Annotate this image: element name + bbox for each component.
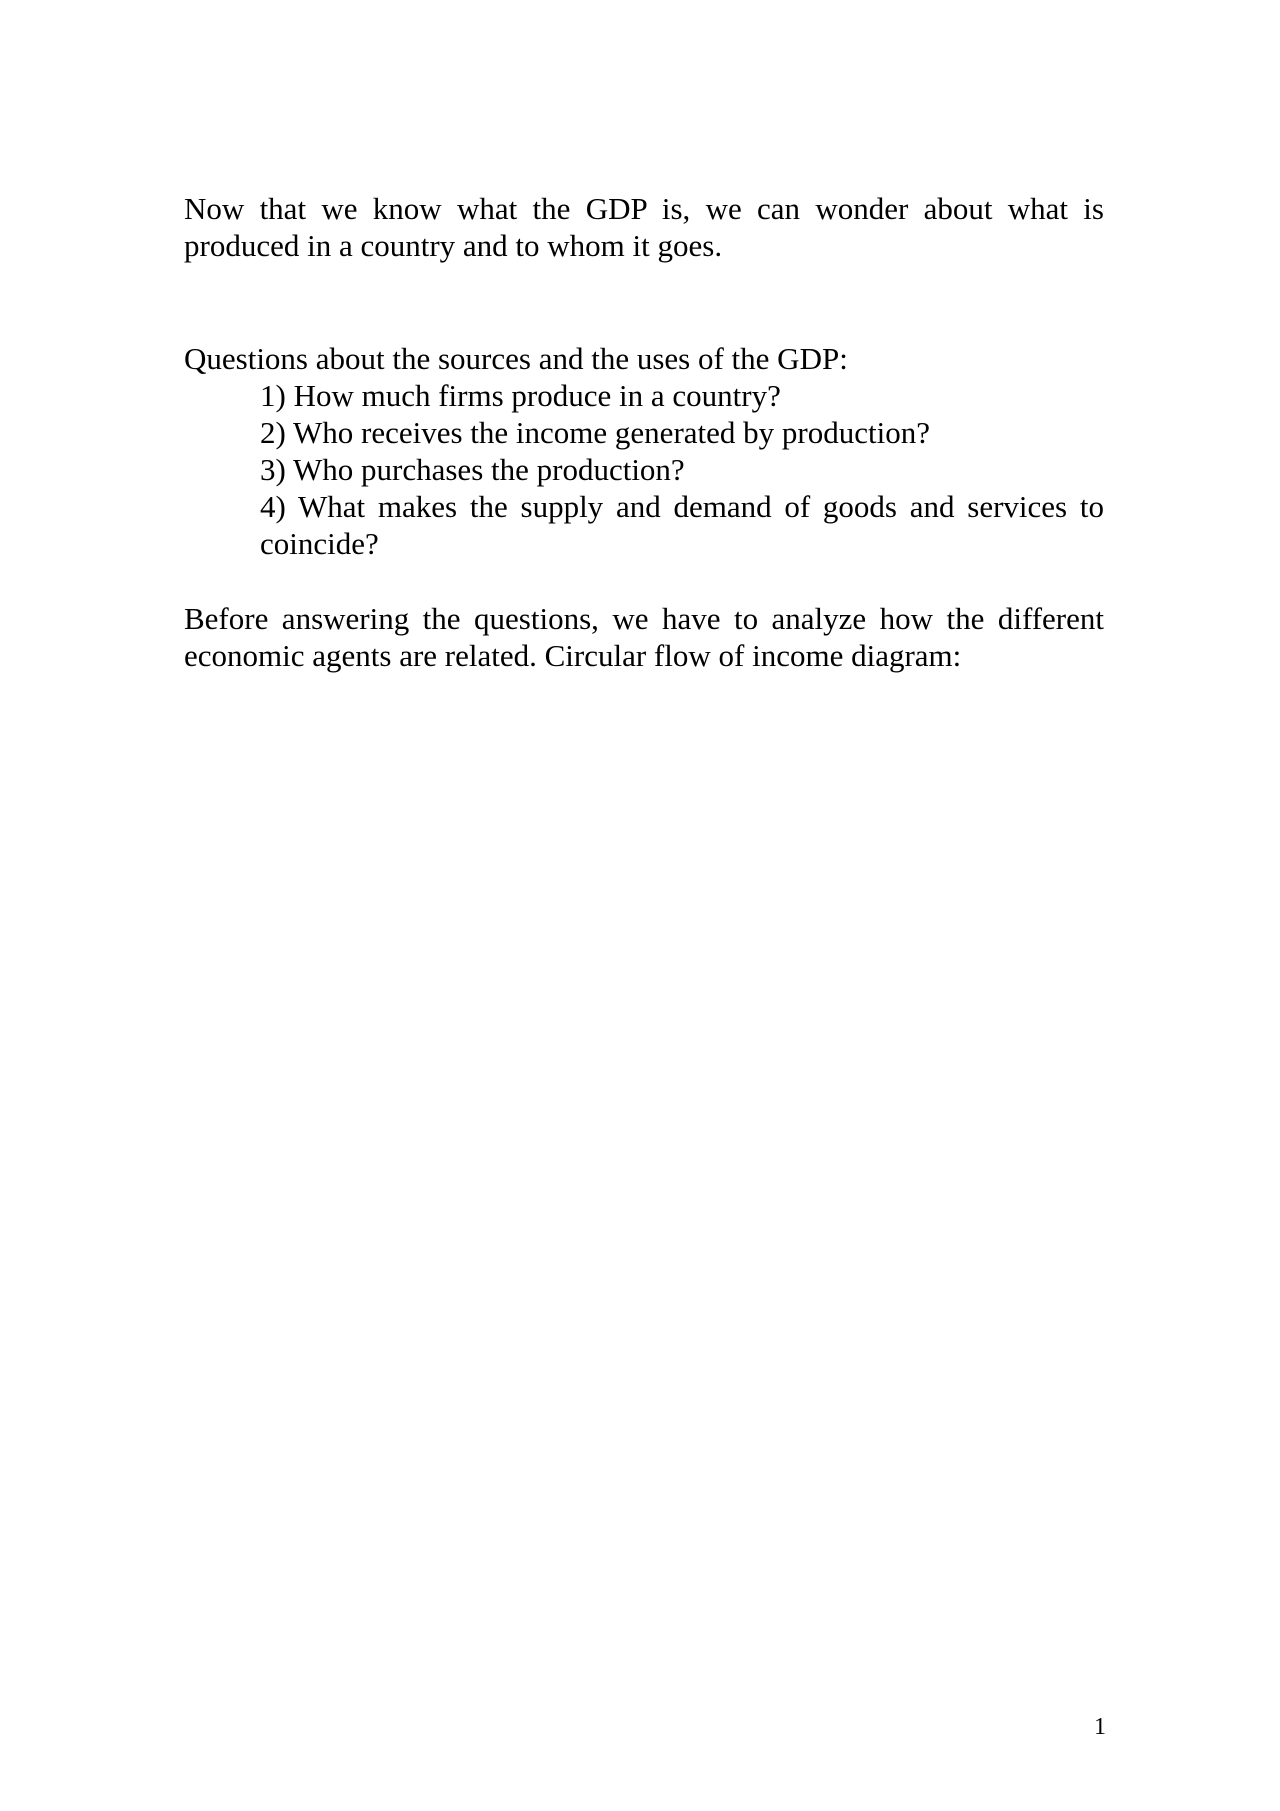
intro-paragraph-block (184, 190, 1104, 264)
question-item: 3) Who purchases the production? (260, 452, 685, 487)
intro-paragraph: Now that we know what the GDP is, we can wonder about what is produced in a country and to whom it goes. (184, 191, 1104, 263)
question-item: 1) How much firms produce in a country? (260, 378, 781, 413)
page-number: 1 (1094, 1714, 1106, 1740)
question-item: 4) What makes the supply and demand of goods and services to coincide? (260, 489, 1104, 561)
closing-paragraph-block (184, 600, 1104, 674)
questions-section (184, 340, 1104, 562)
question-item: 2) Who receives the income generated by production? (260, 415, 930, 450)
closing-paragraph: Before answering the questions, we have to analyze how the different economic agents are related. Circular flow of income diagram: (184, 601, 1104, 673)
question-list (184, 377, 1104, 562)
questions-heading: Questions about the sources and the uses of the GDP: (184, 341, 848, 376)
